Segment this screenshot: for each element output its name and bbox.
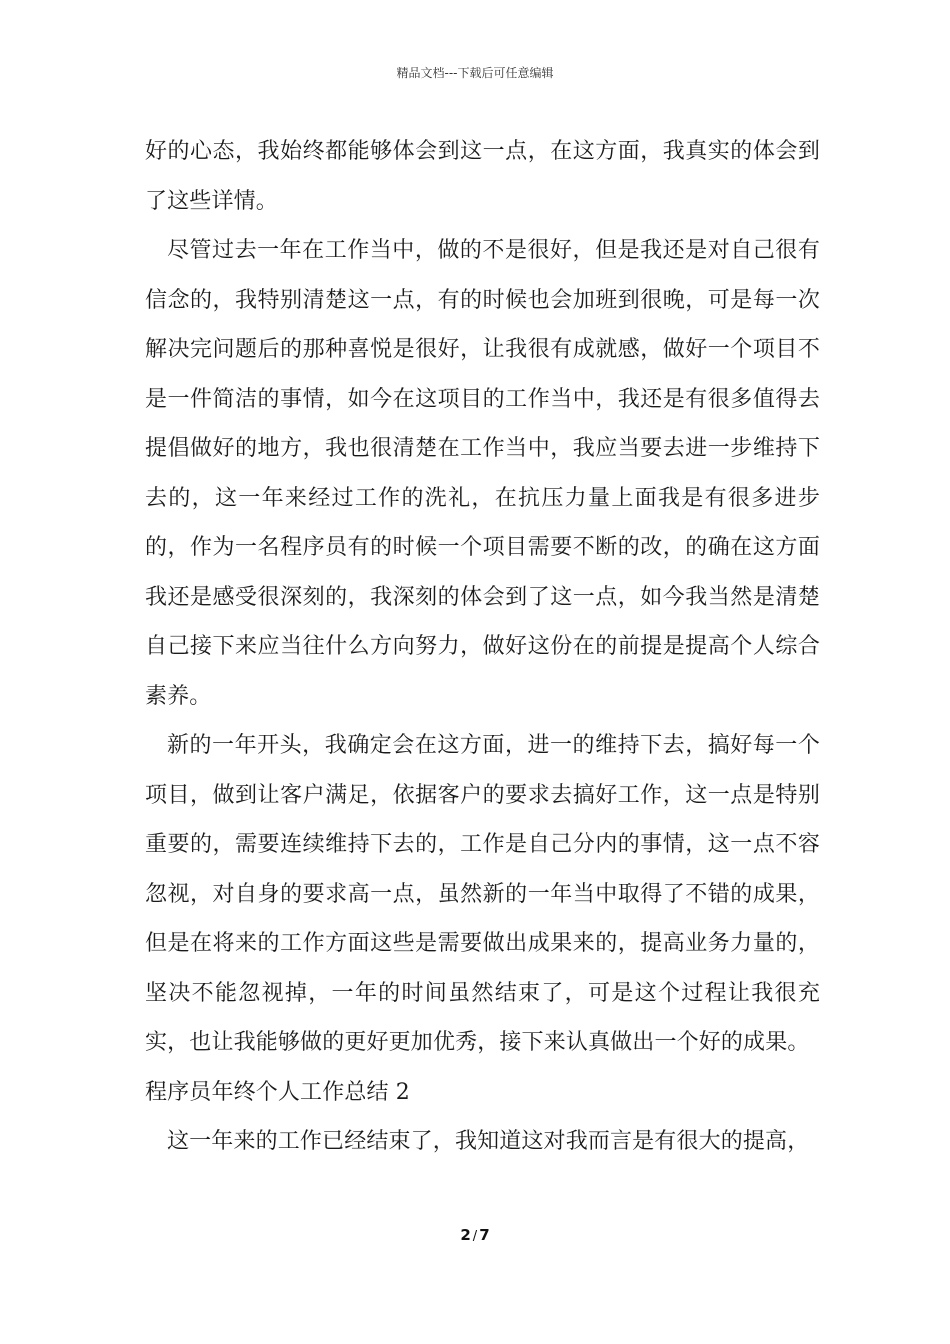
document-body — [145, 127, 820, 1167]
paragraph-3: 新的一年开头，我确定会在这方面，进一的维持下去，搞好每一个项目，做到让客户满足，依据客户的要求去搞好工作，这一点是特别重要的，需要连续维持下去的，工作是自己分内的事情，这一点不容忽视，对自身的要求高一点，虽然新的一年当中取得了不错的成果，但是在将来的工作方面这些是需要做出成果来的，提高业务力量的，坚决不能忽视掉，一年的时间虽然结束了，可是这个过程让我很充实，也让我能够做的更好更加优秀，接下来认真做出一个好的成果。 — [145, 733, 820, 1055]
page-number — [0, 1226, 950, 1244]
section-title: 程序员年终个人工作总结 2 — [145, 1079, 410, 1105]
paragraph-2: 尽管过去一年在工作当中，做的不是很好，但是我还是对自己很有信念的，我特别清楚这一点，有的时候也会加班到很晚，可是每一次解决完问题后的那种喜悦是很好，让我很有成就感，做好一个项目不是一件简洁的事情，如今在这项目的工作当中，我还是有很多值得去提倡做好的地方，我也很清楚在工作当中，我应当要去进一步维持下去的，这一年来经过工作的洗礼，在抗压力量上面我是有很多进步的，作为一名程序员有的时候一个项目需要不断的改，的确在这方面我还是感受很深刻的，我深刻的体会到了这一点，如今我当然是清楚自己接下来应当往什么方向努力，做好这份在的前提是提高个人综合素养。 — [145, 238, 820, 709]
paragraph-4: 这一年来的工作已经结束了，我知道这对我而言是有很大的提高， — [167, 1129, 810, 1154]
total-pages: 7 — [479, 1226, 490, 1244]
paragraph-1: 好的心态，我始终都能够体会到这一点，在这方面，我真实的体会到了这些详情。 — [145, 139, 820, 214]
current-page: 2 — [460, 1226, 471, 1244]
page-header: 精品文档---下载后可任意编辑 — [396, 66, 554, 80]
page-separator: / — [472, 1229, 478, 1244]
